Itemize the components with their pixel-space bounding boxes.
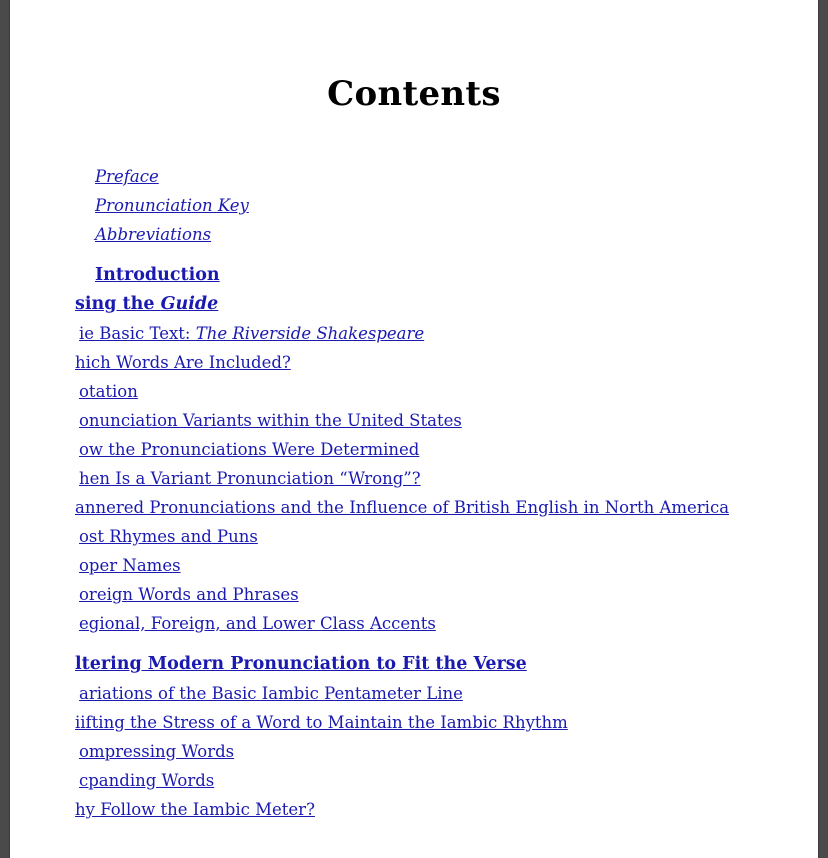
toc-link-variations-iambic[interactable]: ariations of the Basic Iambic Pentameter Line <box>79 684 463 703</box>
toc-link-expanding-words[interactable]: cpanding Words <box>79 771 215 790</box>
toc-link-text: ie Basic Text: <box>79 324 196 343</box>
table-of-contents <box>75 0 818 858</box>
toc-link-regional-accents[interactable]: egional, Foreign, and Lower Class Accents <box>79 614 436 633</box>
toc-link-pronunciation-variants[interactable]: onunciation Variants within the United States <box>79 411 462 430</box>
toc-link-proper-names[interactable]: oper Names <box>79 556 181 575</box>
toc-link-mannered-pronunciations[interactable]: annered Pronunciations and the Influence of British English in North America <box>75 498 730 517</box>
toc-link-text: sing the <box>75 294 161 314</box>
document-page <box>10 0 818 858</box>
toc-link-italic-text: Guide <box>160 294 219 314</box>
toc-link-using-the-guide[interactable] <box>75 294 218 314</box>
toc-link-notation[interactable]: otation <box>79 382 138 401</box>
toc-link-how-determined[interactable]: ow the Pronunciations Were Determined <box>79 440 420 459</box>
toc-link-preface[interactable]: Preface <box>95 167 159 186</box>
toc-link-foreign-words[interactable]: oreign Words and Phrases <box>79 585 299 604</box>
toc-link-abbreviations[interactable]: Abbreviations <box>95 225 212 244</box>
toc-link-lost-rhymes[interactable]: ost Rhymes and Puns <box>79 527 258 546</box>
page-title: Contents <box>327 74 501 114</box>
toc-link-pronunciation-key[interactable]: Pronunciation Key <box>95 196 249 215</box>
toc-link-introduction[interactable]: Introduction <box>95 265 220 285</box>
toc-link-when-wrong[interactable]: hen Is a Variant Pronunciation “Wrong”? <box>79 469 421 488</box>
toc-link-basic-text[interactable] <box>79 324 424 344</box>
toc-link-why-follow-meter[interactable]: hy Follow the Iambic Meter? <box>75 800 315 819</box>
toc-link-compressing-words[interactable]: ompressing Words <box>79 742 235 761</box>
toc-link-shifting-stress[interactable]: iifting the Stress of a Word to Maintain the Iambic Rhythm <box>75 713 568 732</box>
toc-link-italic-text: The Riverside Shakespeare <box>195 324 425 343</box>
toc-link-which-words[interactable]: hich Words Are Included? <box>75 353 291 372</box>
toc-viewport <box>75 0 818 858</box>
toc-link-altering-pronunciation[interactable]: ltering Modern Pronunciation to Fit the Verse <box>75 654 527 674</box>
